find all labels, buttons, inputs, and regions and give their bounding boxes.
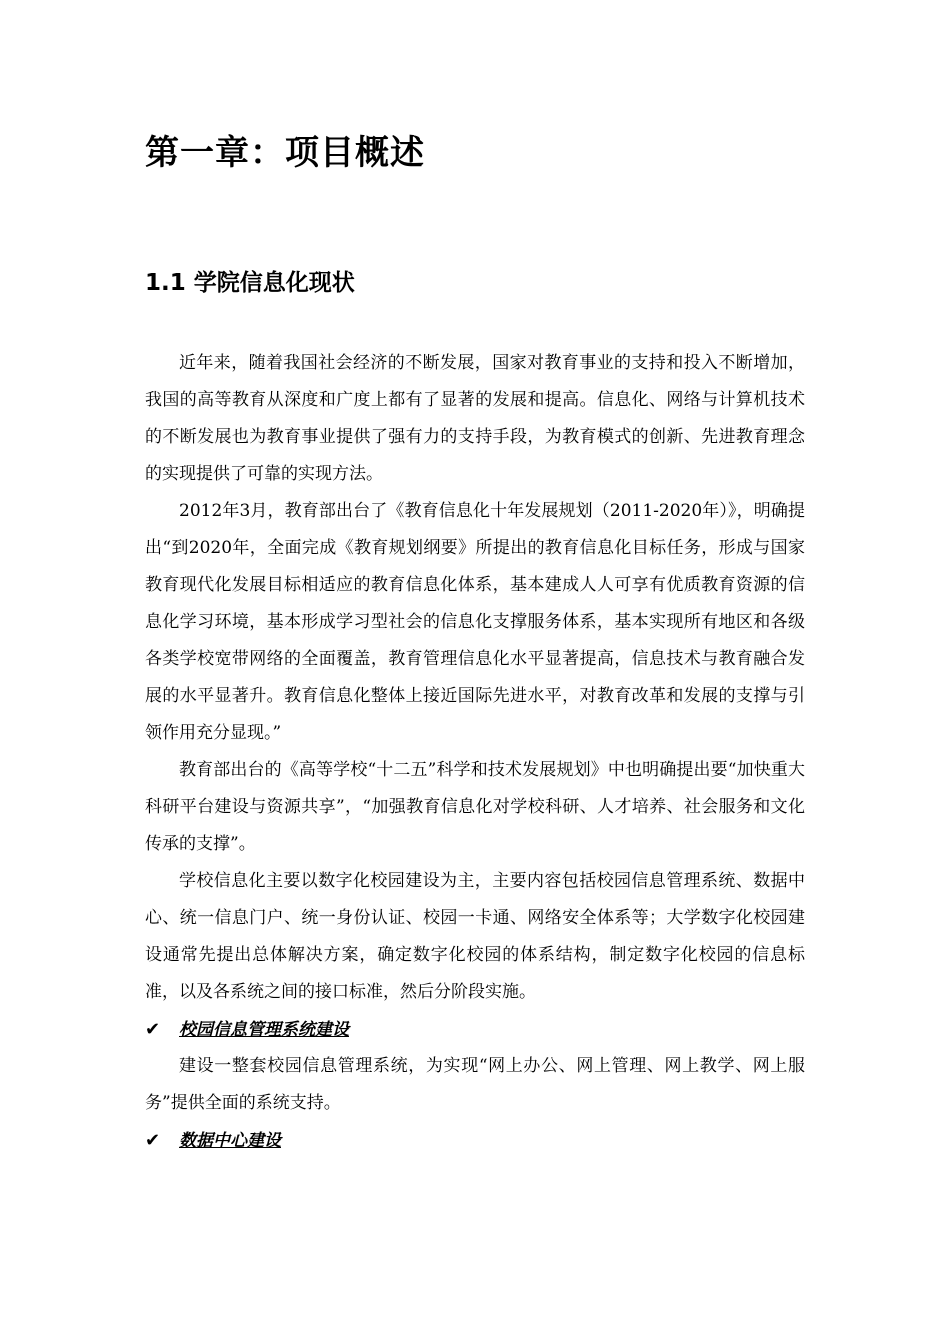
section-number: 1.1 (145, 270, 186, 296)
checkmark-icon: ✔ (145, 1019, 161, 1040)
bullet-item-info-system (145, 1011, 805, 1048)
bullet-label: 数据中心建设 (179, 1131, 281, 1151)
chapter-title: 第一章：项目概述 (145, 133, 425, 173)
paragraph-intro: 近年来，随着我国社会经济的不断发展，国家对教育事业的支持和投入不断增加，我国的高等教育从深度和广度上都有了显著的发展和提高。信息化、网络与计算机技术的不断发展也为教育事业提供了强有力的支持手段，为教育模式的创新、先进教育理念的实现提供了可靠的实现方法。 (145, 353, 805, 484)
bullet-description: 建设一整套校园信息管理系统，为实现“网上办公、网上管理、网上教学、网上服务”提供全面的系统支持。 (145, 1056, 805, 1113)
checkmark-icon: ✔ (145, 1130, 161, 1151)
section-heading (145, 263, 355, 303)
paragraph-science-plan: 教育部出台的《高等学校“十二五”科学和技术发展规划》中也明确提出要“加快重大科研平台建设与资源共享”，“加强教育信息化对学校科研、人才培养、社会服务和文化传承的支撑”。 (145, 760, 805, 854)
paragraph-digital-campus: 学校信息化主要以数字化校园建设为主，主要内容包括校园信息管理系统、数据中心、统一信息门户、统一身份认证、校园一卡通、网络安全体系等；大学数字化校园建设通常先提出总体解决方案，确定数字化校园的体系结构，制定数字化校园的信息标准，以及各系统之间的接口标准，然后分阶段实施。 (145, 871, 805, 1002)
section-title: 学院信息化现状 (193, 270, 355, 296)
paragraph-education-plan: 2012年3月，教育部出台了《教育信息化十年发展规划（2011-2020年）》，明确提出“到2020年，全面完成《教育规划纲要》所提出的教育信息化目标任务，形成与国家教育现代化发展目标相适应的教育信息化体系，基本建成人人可享有优质教育资源的信息化学习环境，基本形成学习型社会的信息化支撑服务体系，基本实现所有地区和各级各类学校宽带网络的全面覆盖，教育管理信息化水平显著提高，信息技术与教育融合发展的水平显著升。教育信息化整体上接近国际先进水平，对教育改革和发展的支撑与引领作用充分显现。” (145, 501, 805, 743)
body-text (145, 345, 805, 1159)
bullet-item-data-center (145, 1122, 805, 1159)
bullet-label: 校园信息管理系统建设 (179, 1020, 349, 1040)
